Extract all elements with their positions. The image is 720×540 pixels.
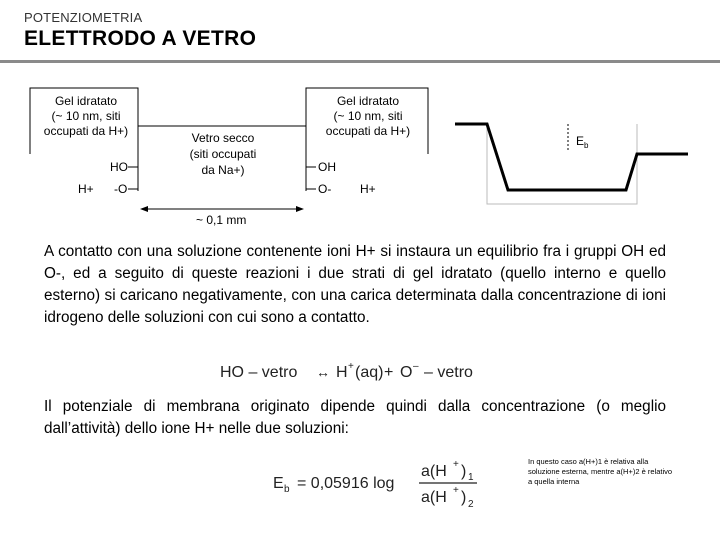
right-h-label: H+ [360,182,376,196]
nernst-den-sub: 2 [468,499,474,510]
nernst-num-plus: + [453,459,459,470]
reaction-h-plus: + [348,361,354,372]
nernst-equation [265,455,495,511]
paragraph-membrane-potential: Il potenziale di membrana originato dipende quindi dalla concentrazione (o meglio dall’attività) dello ione H+ nelle due soluzioni: [44,398,666,437]
thickness-label: ~ 0,1 mm [196,213,247,227]
side-note: In questo caso a(H+)1 è relativa alla soluzione esterna, mentre a(H+)2 è relativo a quella interna [528,457,673,486]
title-divider [0,60,720,63]
nernst-den-close: ) [461,489,467,506]
reaction-h: H [336,364,348,381]
right-o-label: O- [318,182,332,196]
profile-guide [455,124,637,204]
nernst-denominator: a(H [421,489,447,506]
right-gel-line-3: occupati da H+) [325,124,411,138]
glass-line-1: Vetro secco [191,131,255,145]
paragraph-equilibrium: A contatto con una soluzione contenente ioni H+ si instaura un equilibrio fra i gruppi OH ed O-, ed a seguito di queste reazioni i due strati di gel idratato (quello interno e quello esterno) si caricano negativamente, con una carica determinata dalla concentrazione di ioni idrogeno delle soluzioni con cui sono a contatto. [44,243,666,326]
eb-label: $E_b$ [576,134,589,150]
left-o-label: -O [114,182,128,196]
right-gel-line-2: (~ 10 nm, siti [333,109,403,123]
left-gel-line-1: Gel idratato [54,94,118,108]
reaction-right: – vetro [424,364,473,381]
nernst-num-sub: 1 [468,472,474,483]
reaction-o-minus: – [413,361,419,372]
left-ho-label: HO [110,160,128,174]
reaction-aq: (aq) [355,364,384,381]
reaction-o: O [400,364,413,381]
nernst-lhs: E [273,475,284,492]
nernst-den-plus: + [453,485,459,496]
thickness-arrow-right-head [296,206,304,212]
membrane-diagram [0,66,720,236]
section-subtitle: POTENZIOMETRIA [24,10,143,25]
nernst-coefficient: = 0,05916 log [297,475,395,492]
right-oh-label: OH [318,160,336,174]
slide-title: ELETTRODO A VETRO [24,27,257,50]
glass-line-2: (siti occupati [189,147,257,161]
right-gel-line-1: Gel idratato [336,94,400,108]
reaction-equation [210,358,510,384]
nernst-numerator: a(H [421,463,447,480]
reaction-arrow: ↔ [316,364,330,380]
potential-profile [455,124,688,190]
left-gel-line-2: (~ 10 nm, siti [51,109,121,123]
glass-line-3: da Na+) [201,163,245,177]
nernst-num-close: ) [461,463,467,480]
reaction-plus: + [384,364,394,381]
nernst-lhs-sub: b [284,484,290,495]
left-gel-line-3: occupati da H+) [43,124,129,138]
thickness-arrow-left-head [140,206,148,212]
left-h-label: H+ [78,182,94,196]
reaction-left: HO – vetro [220,364,298,381]
